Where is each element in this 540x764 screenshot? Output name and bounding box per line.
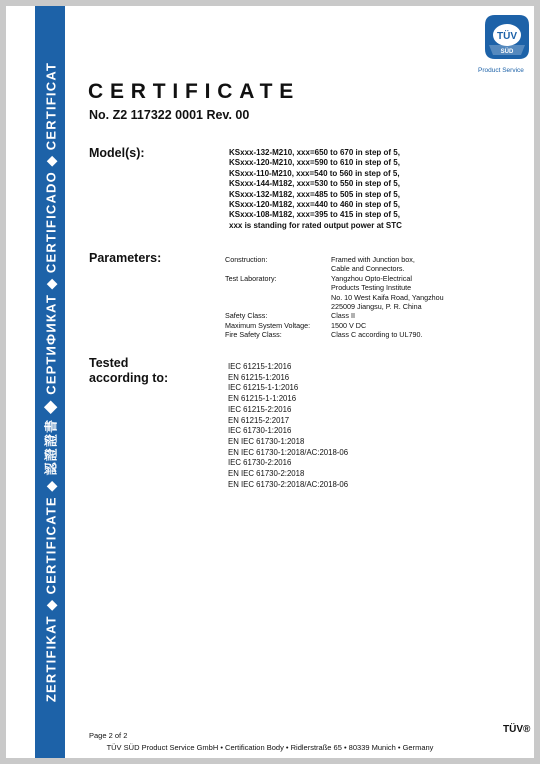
parameter-row <box>225 321 444 330</box>
parameters-table <box>225 255 444 340</box>
standard-item: IEC 61215-2:2016 <box>228 404 292 414</box>
standard-item: IEC 61215-1-1:2016 <box>228 383 299 393</box>
certificate-page <box>6 6 534 758</box>
parameter-value <box>331 321 366 330</box>
tested-label-line1: Tested <box>89 356 129 370</box>
page-number: Page 2 of 2 <box>89 731 128 740</box>
product-service-label: Product Service <box>478 67 524 74</box>
standard-item: EN IEC 61730-2:2018 <box>228 469 305 479</box>
tuv-sud-logo <box>483 13 531 61</box>
tested-label <box>89 356 168 386</box>
parameter-value <box>331 255 415 274</box>
sidebar-text: ZERTIFIKAT ◆ CERTIFICATE ◆ 認證證書 ◆ СЕРТИФИКАТ ◆ CERTIFICADO ◆ CERTIFICAT <box>43 61 59 703</box>
model-line: xxx is standing for rated output power at STC <box>229 220 402 230</box>
standards-list <box>228 362 348 490</box>
parameter-value-line: Cable and Connectors. <box>331 264 405 274</box>
tested-label-line2: according to: <box>89 371 169 385</box>
parameter-value-line: Products Testing Institute <box>331 283 412 293</box>
logo-subtext: SÜD <box>500 49 514 55</box>
parameter-value-line: Class C according to UL790. <box>331 330 423 340</box>
parameter-value-line: 1500 V DC <box>331 320 367 330</box>
standard-item: IEC 61215-1:2016 <box>228 362 292 371</box>
standard-item: EN IEC 61730-2:2018/AC:2018-06 <box>228 479 349 489</box>
parameter-row <box>225 255 444 274</box>
parameter-value-line: 225009 Jiangsu, P. R. China <box>331 302 422 312</box>
page-title: CERTIFICATE <box>88 80 301 103</box>
parameter-value-line: Class II <box>331 311 355 321</box>
standard-item: IEC 61730-1:2016 <box>228 426 292 436</box>
model-line: KSxxx-132-M182, xxx=485 to 505 in step of 5, <box>229 189 400 199</box>
model-line: KSxxx-144-M182, xxx=530 to 550 in step of 5, <box>229 179 400 189</box>
parameter-row <box>225 311 444 320</box>
standard-item: EN 61215-2:2017 <box>228 415 290 425</box>
logo-text: TÜV <box>497 31 517 42</box>
parameters-label: Parameters: <box>89 251 162 265</box>
parameter-key: Maximum System Voltage: <box>225 320 311 330</box>
parameter-value-line: No. 10 West Kaifa Road, Yangzhou <box>331 292 444 302</box>
standard-item: EN IEC 61730-1:2018/AC:2018-06 <box>228 447 349 457</box>
parameter-key: Construction: <box>225 255 268 264</box>
parameter-value <box>331 330 423 339</box>
model-line: KSxxx-108-M182, xxx=395 to 415 in step of 5, <box>229 210 400 220</box>
footer-address: TÜV SÜD Product Service GmbH • Certification Body • Ridlerstraße 65 • 80339 Munich • Germany <box>106 743 434 752</box>
parameter-value-line: Framed with Junction box, <box>331 255 415 264</box>
parameter-value-line: Yangzhou Opto-Electrical <box>331 273 412 283</box>
parameter-value <box>331 311 355 320</box>
model-line: KSxxx-110-M210, xxx=540 to 560 in step of 5, <box>229 168 400 178</box>
model-line: KSxxx-120-M182, xxx=440 to 460 in step of 5, <box>229 200 400 210</box>
standard-item: EN IEC 61730-1:2018 <box>228 436 305 446</box>
certificate-number: No. Z2 117322 0001 Rev. 00 <box>89 108 250 122</box>
model-line: KSxxx-120-M210, xxx=590 to 610 in step of 5, <box>229 158 400 168</box>
models-label: Model(s): <box>89 146 145 160</box>
model-line: KSxxx-132-M210, xxx=650 to 670 in step of 5, <box>229 148 400 157</box>
standard-item: EN 61215-1:2016 <box>228 372 290 382</box>
parameter-key: Fire Safety Class: <box>225 330 282 340</box>
standard-item: EN 61215-1-1:2016 <box>228 394 297 404</box>
parameter-key: Safety Class: <box>225 311 268 321</box>
sidebar-band <box>35 6 65 758</box>
parameter-row <box>225 330 444 339</box>
parameter-value <box>331 274 444 312</box>
parameter-row <box>225 274 444 312</box>
models-list <box>229 148 402 231</box>
parameter-key: Test Laboratory: <box>225 273 277 283</box>
tuv-mark: TÜV® <box>503 724 531 735</box>
standard-item: IEC 61730-2:2016 <box>228 458 292 468</box>
